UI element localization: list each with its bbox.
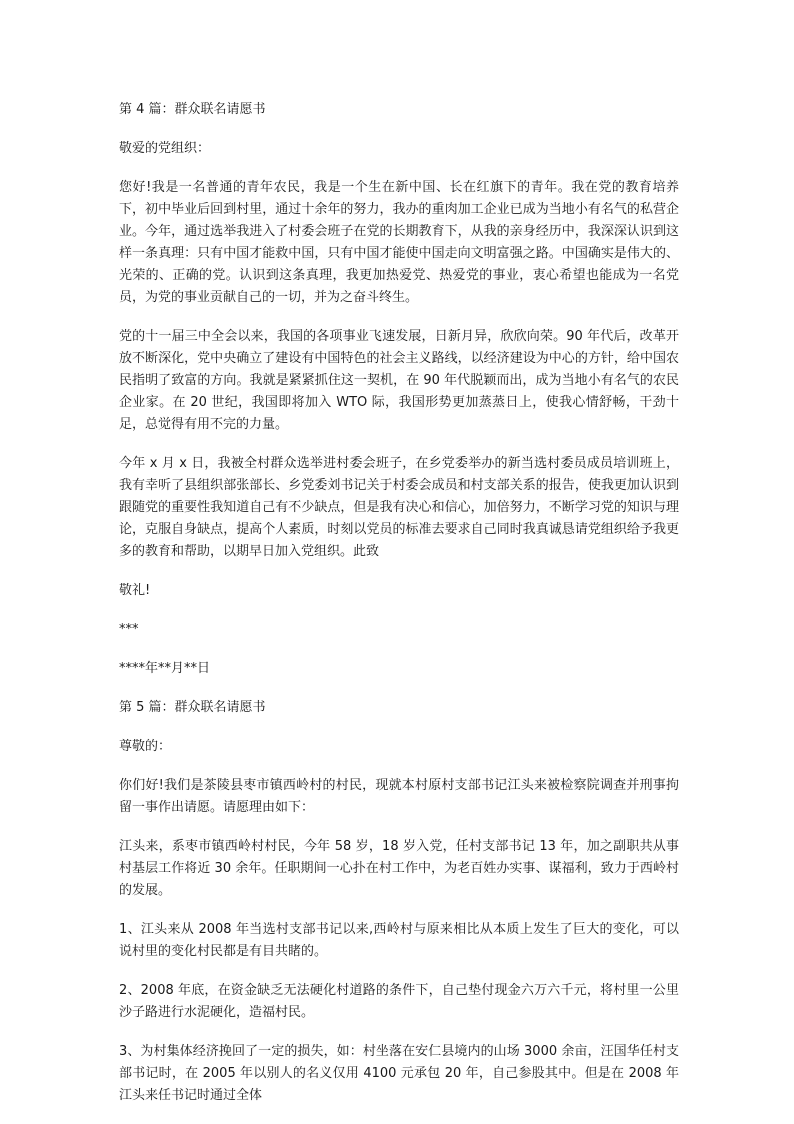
closing: 敬礼! [119,583,151,598]
salutation: 敬爱的党组织： [119,141,211,156]
section-heading-4: 第 4 篇：群众联名请愿书 [119,102,266,117]
list-item: 2、2008 年底，在资金缺乏无法硬化村道路的条件下，自己垫付现金六万六千元，将村里一公里沙子路进行水泥硬化，造福村民。 [119,983,679,1020]
list-item: 3、为村集体经济挽回了一定的损失，如：村坐落在安仁县境内的山场 3000 余亩，汪国华任村支部书记时，在 2005 年以别人的名义仅用 4100 元承包 20 年，自己参股其中。但是在 2008 年江头来任书记时通过全体 [119,1044,679,1103]
section-heading-5: 第 5 篇：群众联名请愿书 [119,700,266,715]
body-paragraph: 今年 x 月 x 日，我被全村群众选举进村委会班子，在乡党委举办的新当选村委员成员培训班上，我有幸听了县组织部张部长、乡党委刘书记关于村委会成员和村支部关系的报告，使我更加认识到跟随党的重要性我知道自己有不少缺点，但是我有决心和信心，加倍努力，不断学习党的知识与理论，克服自身缺点，提高个人素质，时刻以党员的标准去要求自己同时我真诚恳请党组织给予我更多的教育和帮助，以期早日加入党组织。此致 [119,456,679,559]
salutation: 尊敬的： [119,739,172,754]
list-item: 1、江头来从 2008 年当选村支部书记以来,西岭村与原来相比从本质上发生了巨大的变化，可以说村里的变化村民都是有目共睹的。 [119,922,679,959]
body-paragraph: 党的十一届三中全会以来，我国的各项事业飞速发展，日新月异，欣欣向荣。90 年代后，改革开放不断深化，党中央确立了建设有中国特色的社会主义路线，以经济建设为中心的方针，给中国农民指明了致富的方向。我就是紧紧抓住这一契机，在 90 年代脱颖而出，成为当地小有名气的农民企业家。在 20 世纪，我国即将加入 WTO 际，我国形势更加蒸蒸日上，使我心情舒畅，干劲十足，总觉得有用不完的力量。 [119,329,679,432]
body-paragraph: 您好!我是一名普通的青年农民，我是一个生在新中国、长在红旗下的青年。我在党的教育培养下，初中毕业后回到村里，通过十余年的努力，我办的重肉加工企业已成为当地小有名气的私营企业。今年，通过选举我进入了村委会班子在党的长期教育下，从我的亲身经历中，我深深认识到这样一条真理：只有中国才能救中国，只有中国才能使中国走向文明富强之路。中国确实是伟大的、光荣的、正确的党。认识到这条真理，我更加热爱党、热爱党的事业，衷心希望也能成为一名党员，为党的事业贡献自己的一切，并为之奋斗终生。 [119,180,679,305]
body-paragraph: 江头来，系枣市镇西岭村村民，今年 58 岁，18 岁入党，任村支部书记 13 年，加之副职共从事村基层工作将近 30 余年。任职期间一心扑在村工作中，为老百姓办实事、谋福利，致力于西岭村的发展。 [119,839,679,898]
date-line: ****年**月**日 [119,661,211,676]
body-paragraph: 你们好!我们是茶陵县枣市镇西岭村的村民，现就本村原村支部书记江头来被检察院调查并刑事拘留一事作出请愿。请愿理由如下： [119,778,679,815]
signature: *** [119,622,139,637]
document-page [119,99,679,1124]
